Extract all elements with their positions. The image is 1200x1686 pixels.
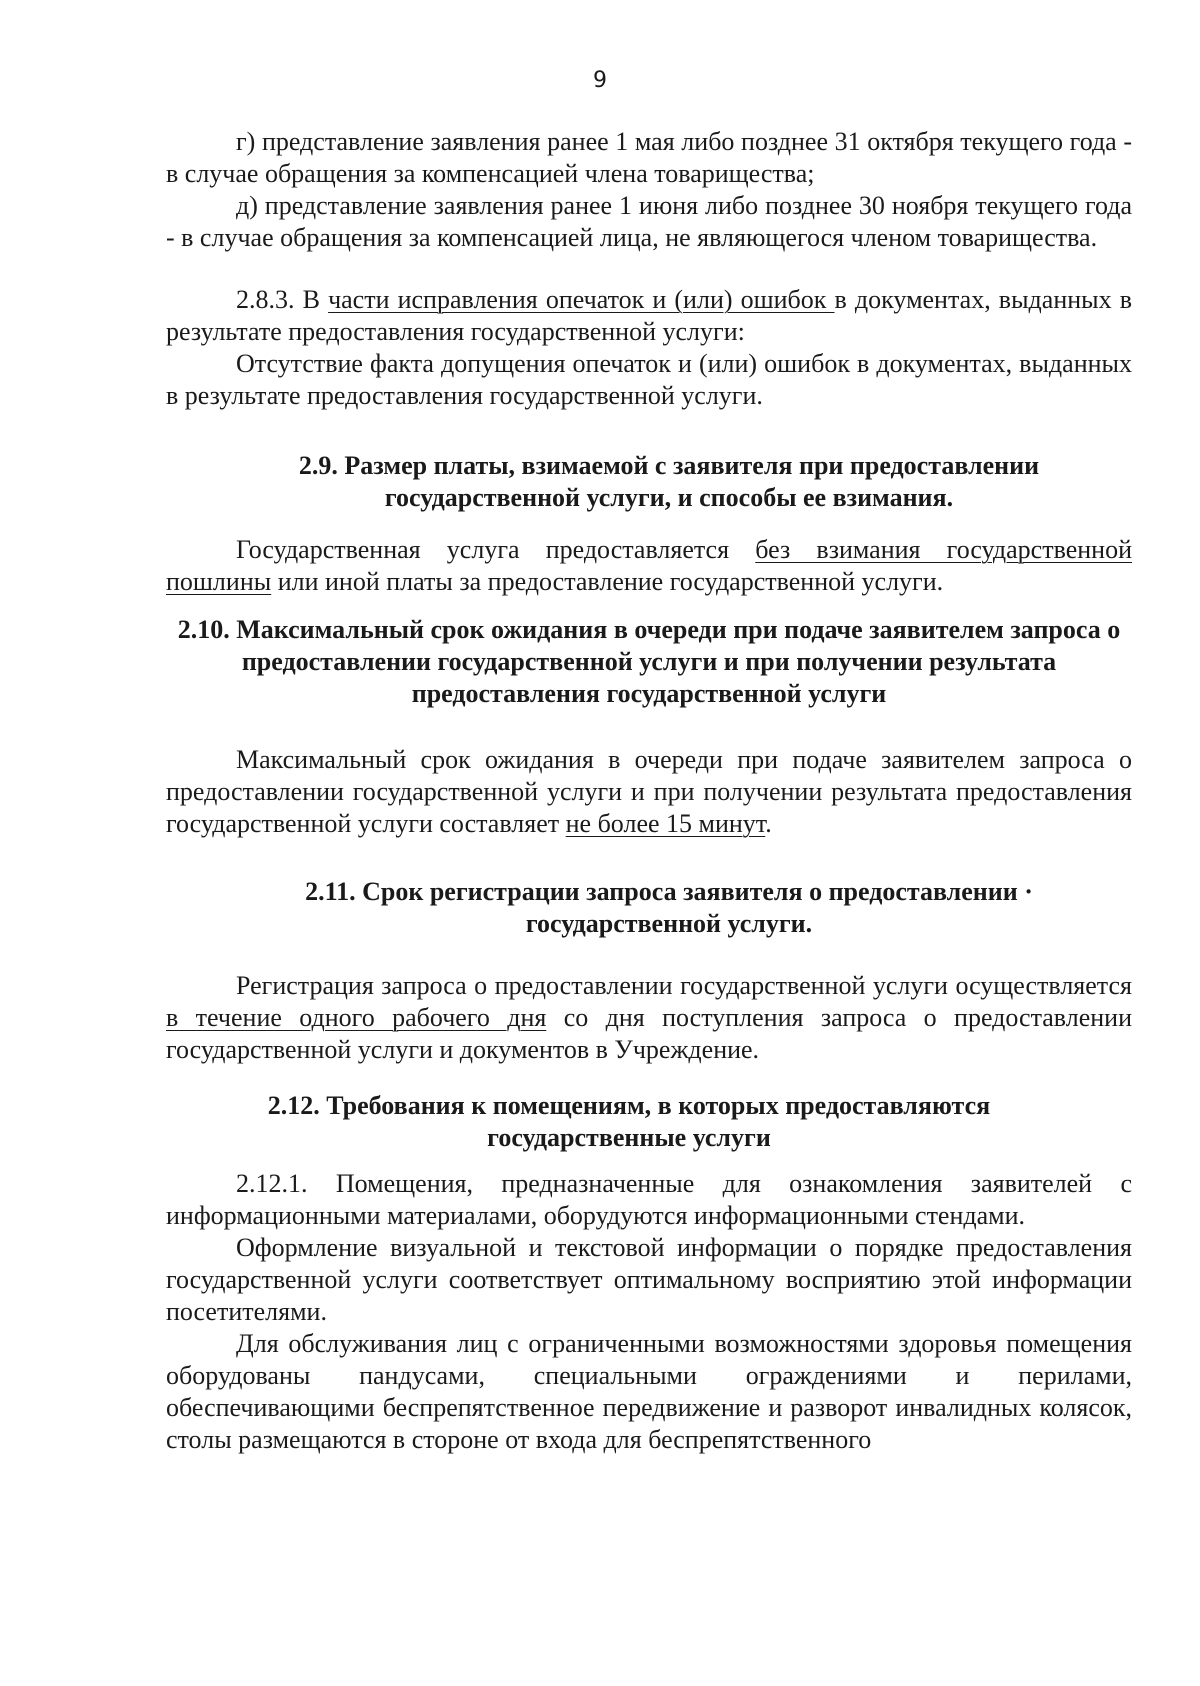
paragraph-item-g: г) представление заявления ранее 1 мая либо позднее 31 октября текущего года - в случае обращения за компенсацией члена товарищества; (166, 127, 1132, 188)
paragraph-registration-underline: в течение одного рабочего дня (166, 1003, 547, 1032)
paragraph-item-d: д) представление заявления ранее 1 июня либо позднее 30 ноября текущего года - в случае обращения за компенсацией лица, не являющегося членом товарищества. (166, 191, 1132, 252)
document-body (166, 126, 1132, 1456)
paragraph-wait-time-underline: не более 15 минут (565, 809, 766, 838)
paragraph-registration-post: со дня поступления запроса о предоставлении государственной услуги и документов в Учреждение. (166, 1003, 1132, 1064)
paragraph-fee-pre: Государственная услуга предоставляется (236, 535, 756, 564)
paragraph-2-12-1: 2.12.1. Помещения, предназначенные для ознакомления заявителей с информационными материалами, оборудуются информационными стендами. (166, 1169, 1132, 1230)
paragraph-wait-time (166, 744, 1132, 840)
paragraph-wait-time-post: . (765, 809, 772, 838)
page-number: 9 (593, 68, 607, 93)
heading-2-10: 2.10. Максимальный срок ожидания в очереди при подаче заявителем запроса о предоставлении государственной услуги и при получении результата предоставления государственной услуги (177, 615, 1121, 708)
paragraph-2-8-3 (166, 284, 1132, 348)
paragraph-2-8-3-post: в документах, выданных в результате предоставления государственной услуги: (166, 285, 1132, 346)
paragraph-registration (166, 970, 1132, 1066)
paragraph-accessibility: Для обслуживания лиц с ограниченными возможностями здоровья помещения оборудованы пандусами, специальными ограждениями и перилами, обеспечивающими беспрепятственное передвижение и разворот инвалидных колясок, столы размещаются в стороне от входа для беспрепятственного (166, 1329, 1132, 1454)
paragraph-2-8-3-underline: части исправления опечаток и (или) ошибок (328, 285, 835, 314)
paragraph-fee-underline: без взимания государственной пошлины (166, 535, 1132, 596)
paragraph-2-8-3-pre: 2.8.3. В (236, 285, 329, 314)
paragraph-wait-time-pre: Максимальный срок ожидания в очереди при подаче заявителем запроса о предоставлении государственной услуги и при получении результата предоставления государственной услуги составляет (166, 745, 1132, 838)
paragraph-no-errors: Отсутствие факта допущения опечаток и (или) ошибок в документах, выданных в результате предоставления государственной услуги. (166, 349, 1132, 410)
heading-2-12: 2.12. Требования к помещениям, в которых предоставляются государственные услуги (267, 1091, 991, 1152)
paragraph-visual-info: Оформление визуальной и текстовой информации о порядке предоставления государственной услуги соответствует оптимальному восприятию этой информации посетителями. (166, 1233, 1132, 1326)
paragraph-registration-pre: Регистрация запроса о предоставлении государственной услуги осуществляется (236, 971, 1132, 1000)
heading-2-11: 2.11. Срок регистрации запроса заявителя о предоставлении · государственной услуги. (305, 877, 1033, 938)
heading-2-9: 2.9. Размер платы, взимаемой с заявителя при предоставлении государственной услуги, и способы ее взимания. (298, 451, 1040, 512)
paragraph-fee-post: или иной платы за предоставление государственной услуги. (271, 567, 944, 596)
paragraph-fee (166, 534, 1132, 598)
